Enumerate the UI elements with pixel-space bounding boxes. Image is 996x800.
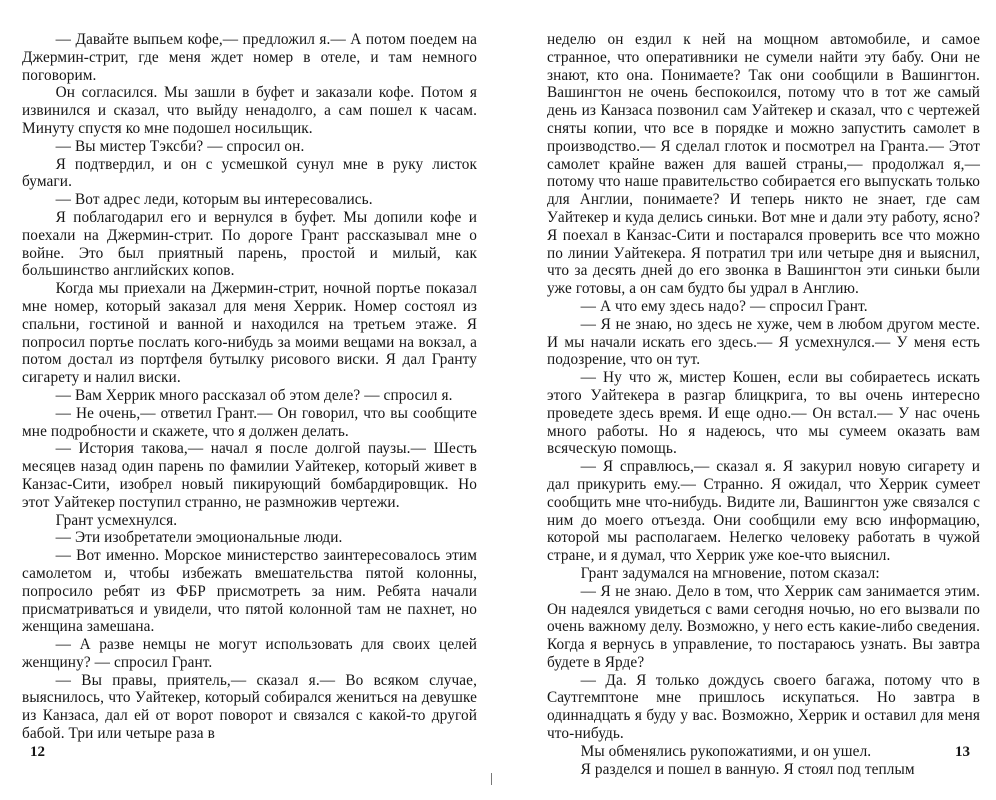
paragraph: — История такова,— начал я после долгой паузы.— Шесть месяцев назад один парень по фамилии Уайтекер, который живет в Канзас-Сити, изобрел новый пикирующий бомбардировщик. Но этот Уайтекер поступил странно, не размножив чертежи. — [22, 440, 477, 511]
paragraph: Он согласился. Мы зашли в буфет и заказали кофе. Потом я извинился и сказал, что выйду ненадолго, а сам пошел к часам. Минуту спустя ко мне подошел носильщик. — [22, 84, 477, 137]
paragraph: — Эти изобретатели эмоциональные люди. — [55, 529, 343, 547]
paragraph: Грант усмехнулся. — [55, 511, 178, 529]
paragraph: неделю он ездил к ней на мощном автомобиле, и самое странное, что оперативники не сумели найти эту бабу. Они не знают, кто она. Понимаете? Так они сообщили в Вашингтон. Вашингтон не очень беспокоился, потому что в тот же самый день из Канзаса позвонил сам Уайтекер и сказал, что с чертежей сняты копии, что все в порядке и можно запустить самолет в производство.— Я сделал глоток и посмотрел на Гранта.— Этот самолет крайне важен для вашей страны,— продолжал я,— потому что наше правительство собирается его выпускать только для Англии, понимаете? И теперь никто не знает, где сам Уайтекер и куда делись синьки. Вот мне и дали эту работу, ясно? Я поехал в Канзас-Сити и постарался проверить все что можно по линии Уайтекера. Я потратил три или четыре дня и выяснил, что за десять дней до его звонка в Вашингтон эти синьки были уже готовы, а он сам будто бы удрал в Англию. — [547, 31, 980, 298]
right-page — [547, 0, 980, 800]
paragraph: Мы обменялись рукопожатиями, и он ушел. — [580, 742, 872, 760]
paragraph: — Давайте выпьем кофе,— предложил я.— А потом поедем на Джермин-стрит, где меня ждет номер в отеле, и там немного поговорим. — [22, 31, 477, 84]
page-number: 13 — [955, 744, 970, 760]
paragraph: Грант задумался на мгновение, потом сказал: — [580, 564, 880, 582]
paragraph: — Я не знаю. Дело в том, что Херрик сам занимается этим. Он надеялся увидеться с вами сегодня ночью, но его вызвали по очень важному делу. Возможно, у него есть какие-либо сведения. Когда я вернусь в управление, то постараюсь узнать. Вы завтра будете в Ярде? — [547, 582, 980, 671]
paragraph: — Вот именно. Морское министерство заинтересовалось этим самолетом и, чтобы избежать вмешательства пятой колонны, попросило ребят из ФБР присмотреть за ним. Ребята начали присматриваться и увидели, что пятой колонной там не пахнет, но женщина замешана. — [22, 547, 477, 636]
paragraph: — Вот адрес леди, которым вы интересовались. — [55, 191, 373, 209]
right-page-text — [547, 31, 980, 778]
paragraph: Когда мы приехали на Джермин-стрит, ночной портье показал мне номер, который заказал для меня Херрик. Номер состоял из спальни, гостиной и ванной и находился на третьем этаже. Я попросил портье послать кого-нибудь за моими вещами на вокзал, а потом достал из портфеля бутылку рисового виски. Я дал Гранту сигарету и налил виски. — [22, 280, 477, 387]
paragraph: — Я справлюсь,— сказал я. Я закурил новую сигарету и дал прикурить ему.— Странно. Я ожидал, что Херрик сумеет сообщить мне что-нибудь. Видите ли, Вашингтон уже связался с ним до моего отъезда. Они сообщили ему всю информацию, которой мы располагаем. Нелегко человеку работать в чужой стране, и я думал, что Херрик уже кое-что выяснил. — [547, 458, 980, 565]
paragraph: — Я не знаю, но здесь не хуже, чем в любом другом месте. И мы начали искать его здесь.— Я усмехнулся.— У меня есть подозрение, что он тут. — [547, 315, 980, 369]
gutter-mark — [491, 773, 492, 785]
paragraph: — Вам Херрик много рассказал об этом деле? — спросил я. — [55, 386, 453, 404]
paragraph: Я разделся и пошел в ванную. Я стоял под теплым — [580, 760, 915, 778]
paragraph: — Вы правы, приятель,— сказал я.— Во всяком случае, выяснилось, что Уайтекер, который собирался жениться на девушке из Канзаса, дал ей от ворот поворот и связался с какой-то другой бабой. Три или четыре раза в — [22, 671, 477, 743]
paragraph: Я подтвердил, и он с усмешкой сунул мне в руку листок бумаги. — [22, 155, 477, 191]
paragraph: Я поблагодарил его и вернулся в буфет. Мы допили кофе и поехали на Джермин-стрит. По дороге Грант рассказывал мне о войне. Это был приятный парень, простой и милый, как большинство английских копов. — [22, 208, 477, 280]
paragraph: — Да. Я только дождусь своего багажа, потому что в Саутгемптоне мне пришлось искупаться. Но завтра в одиннадцать я буду у вас. Возможно, Херрик и оставил для меня что-нибудь. — [547, 671, 980, 743]
paragraph: — Не очень,— ответил Грант.— Он говорил, что вы сообщите мне подробности и скажете, что я должен делать. — [22, 404, 477, 440]
paragraph: — А что ему здесь надо? — спросил Грант. — [580, 297, 868, 315]
left-page-text — [22, 31, 477, 743]
page-number: 12 — [30, 744, 45, 760]
paragraph: — А разве немцы не могут использовать для своих целей женщину? — спросил Грант. — [22, 636, 477, 671]
paragraph: — Ну что ж, мистер Кошен, если вы собираетесь искать этого Уайтекера в разгар блицкрига, то вы очень интересно проведете здесь время. И еще одно.— Он встал.— У нас очень много работы. Но я надеюсь, что мы сумеем оказать вам всяческую помощь. — [547, 369, 980, 458]
paragraph: — Вы мистер Тэксби? — спросил он. — [55, 137, 305, 155]
left-page — [22, 0, 477, 800]
